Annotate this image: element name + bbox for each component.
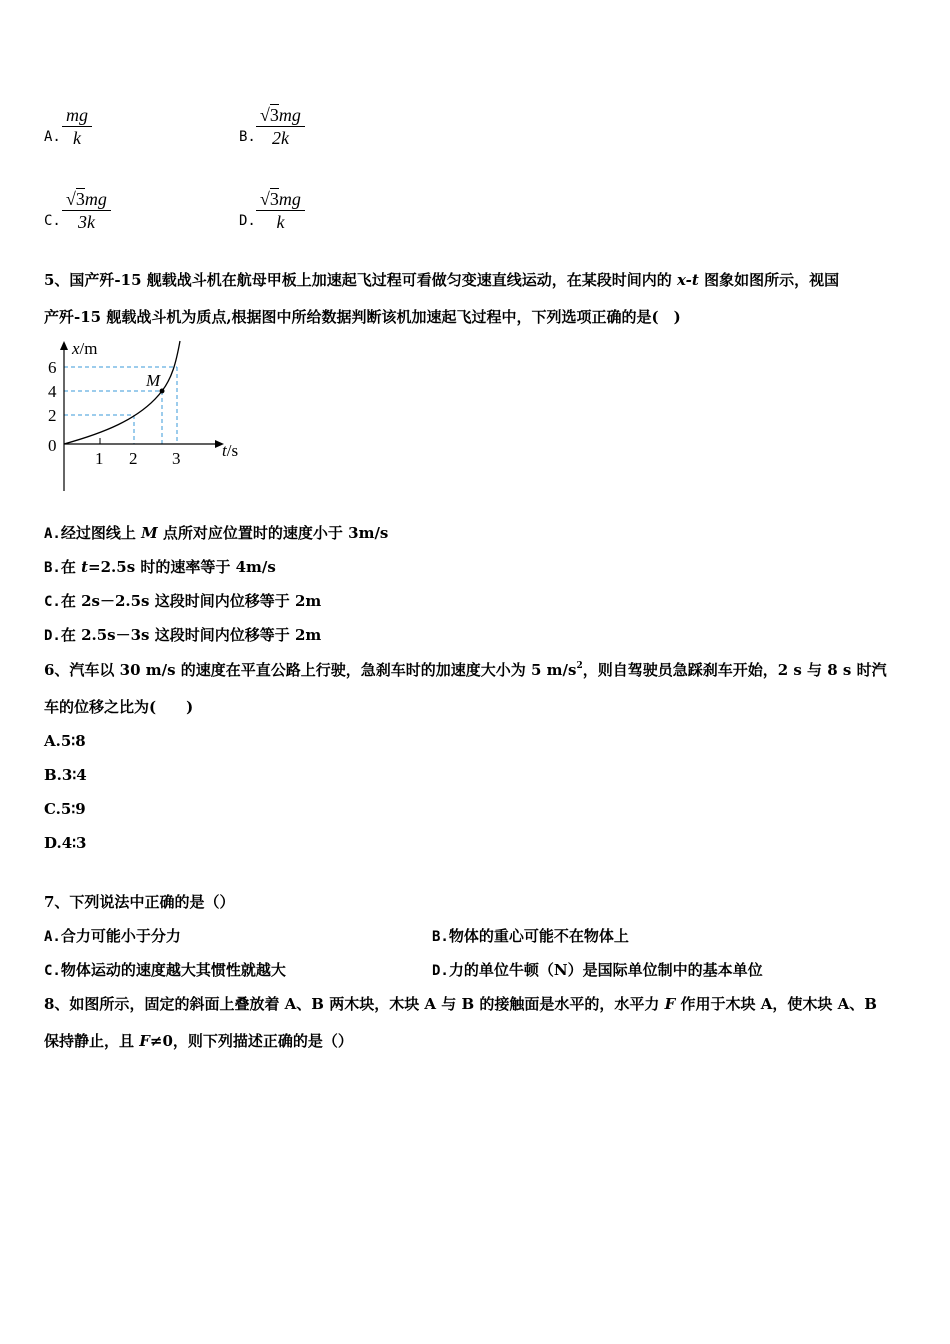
q8-stem-line1: 8、如图所示，固定的斜面上叠放着 A、B 两木块，木块 A 与 B 的接触面是水平的，水平力 F 作用于木块 A，使木块 A、B — [44, 995, 877, 1013]
x-tick-label: 1 — [95, 449, 104, 468]
q5-option-c[interactable]: C.在 2s－2.5s 这段时间内位移等于 2m — [44, 592, 322, 610]
x-tick-label: 3 — [172, 449, 181, 468]
q5-stem-line2: 产歼-15 舰载战斗机为质点,根据图中所给数据判断该机加速起飞过程中，下列选项正确的是( ) — [44, 308, 681, 326]
q5-option-b[interactable]: B.在 t=2.5s 时的速率等于 4m/s — [44, 558, 276, 576]
q6-option-c[interactable]: C.5∶9 — [44, 800, 86, 818]
q5-option-a[interactable]: A.经过图线上 M 点所对应位置时的速度小于 3m/s — [44, 524, 389, 542]
fraction: $\frac{√3mg}{k}$ — [256, 188, 305, 233]
q6-option-b[interactable]: B.3∶4 — [44, 766, 87, 784]
option-letter: A. — [44, 129, 61, 145]
q6-option-a[interactable]: A.5∶8 — [44, 732, 86, 750]
q7-stem: 7、下列说法中正确的是（） — [44, 893, 235, 911]
q5-stem-line1: 5、国产歼-15 舰载战斗机在航母甲板上加速起飞过程可看做匀变速直线运动，在某段时间内的 x-t 图象如图所示，视国 — [44, 271, 840, 289]
y-axis-label: x/m — [72, 339, 98, 358]
y-tick-label: 4 — [48, 382, 57, 401]
q6-stem-line2: 车的位移之比为( ) — [44, 698, 194, 716]
q7-option-b[interactable]: B.物体的重心可能不在物体上 — [432, 927, 629, 945]
q7-option-c[interactable]: C.物体运动的速度越大其惯性就越大 — [44, 961, 286, 979]
q7-option-a[interactable]: A.合力可能小于分力 — [44, 927, 181, 945]
q8-stem-line2: 保持静止，且 F≠0，则下列描述正确的是（） — [44, 1032, 353, 1050]
q5-option-d[interactable]: D.在 2.5s－3s 这段时间内位移等于 2m — [44, 626, 322, 644]
option-letter: D. — [239, 213, 256, 229]
fraction: $\frac{√3mg}{3k}$ — [62, 188, 111, 233]
fraction: $\frac{√3mg}{2k}$ — [256, 104, 305, 149]
q6-option-d[interactable]: D.4∶3 — [44, 834, 87, 852]
q6-stem-line1: 6、汽车以 30 m/s 的速度在平直公路上行驶，急刹车时的加速度大小为 5 $m/s^2$，则自驾驶员急踩刹车开始，2 s 与 8 s 时汽 — [44, 661, 887, 679]
y-tick-label: 2 — [48, 406, 57, 425]
y-axis-arrow — [60, 341, 68, 350]
point-m — [160, 389, 165, 394]
fraction: $\frac{mg}{k}$ — [62, 104, 92, 149]
option-letter: B. — [239, 129, 256, 145]
y-tick-label: 0 — [48, 436, 57, 455]
y-tick-label: 6 — [48, 358, 57, 377]
option-letter: C. — [44, 213, 61, 229]
q7-option-d[interactable]: D.力的单位牛顿（N）是国际单位制中的基本单位 — [432, 961, 763, 979]
point-m-label: M — [146, 371, 161, 390]
xt-graph — [40, 338, 250, 498]
x-axis-label: t/s — [222, 441, 239, 460]
x-tick-label: 2 — [129, 449, 138, 468]
